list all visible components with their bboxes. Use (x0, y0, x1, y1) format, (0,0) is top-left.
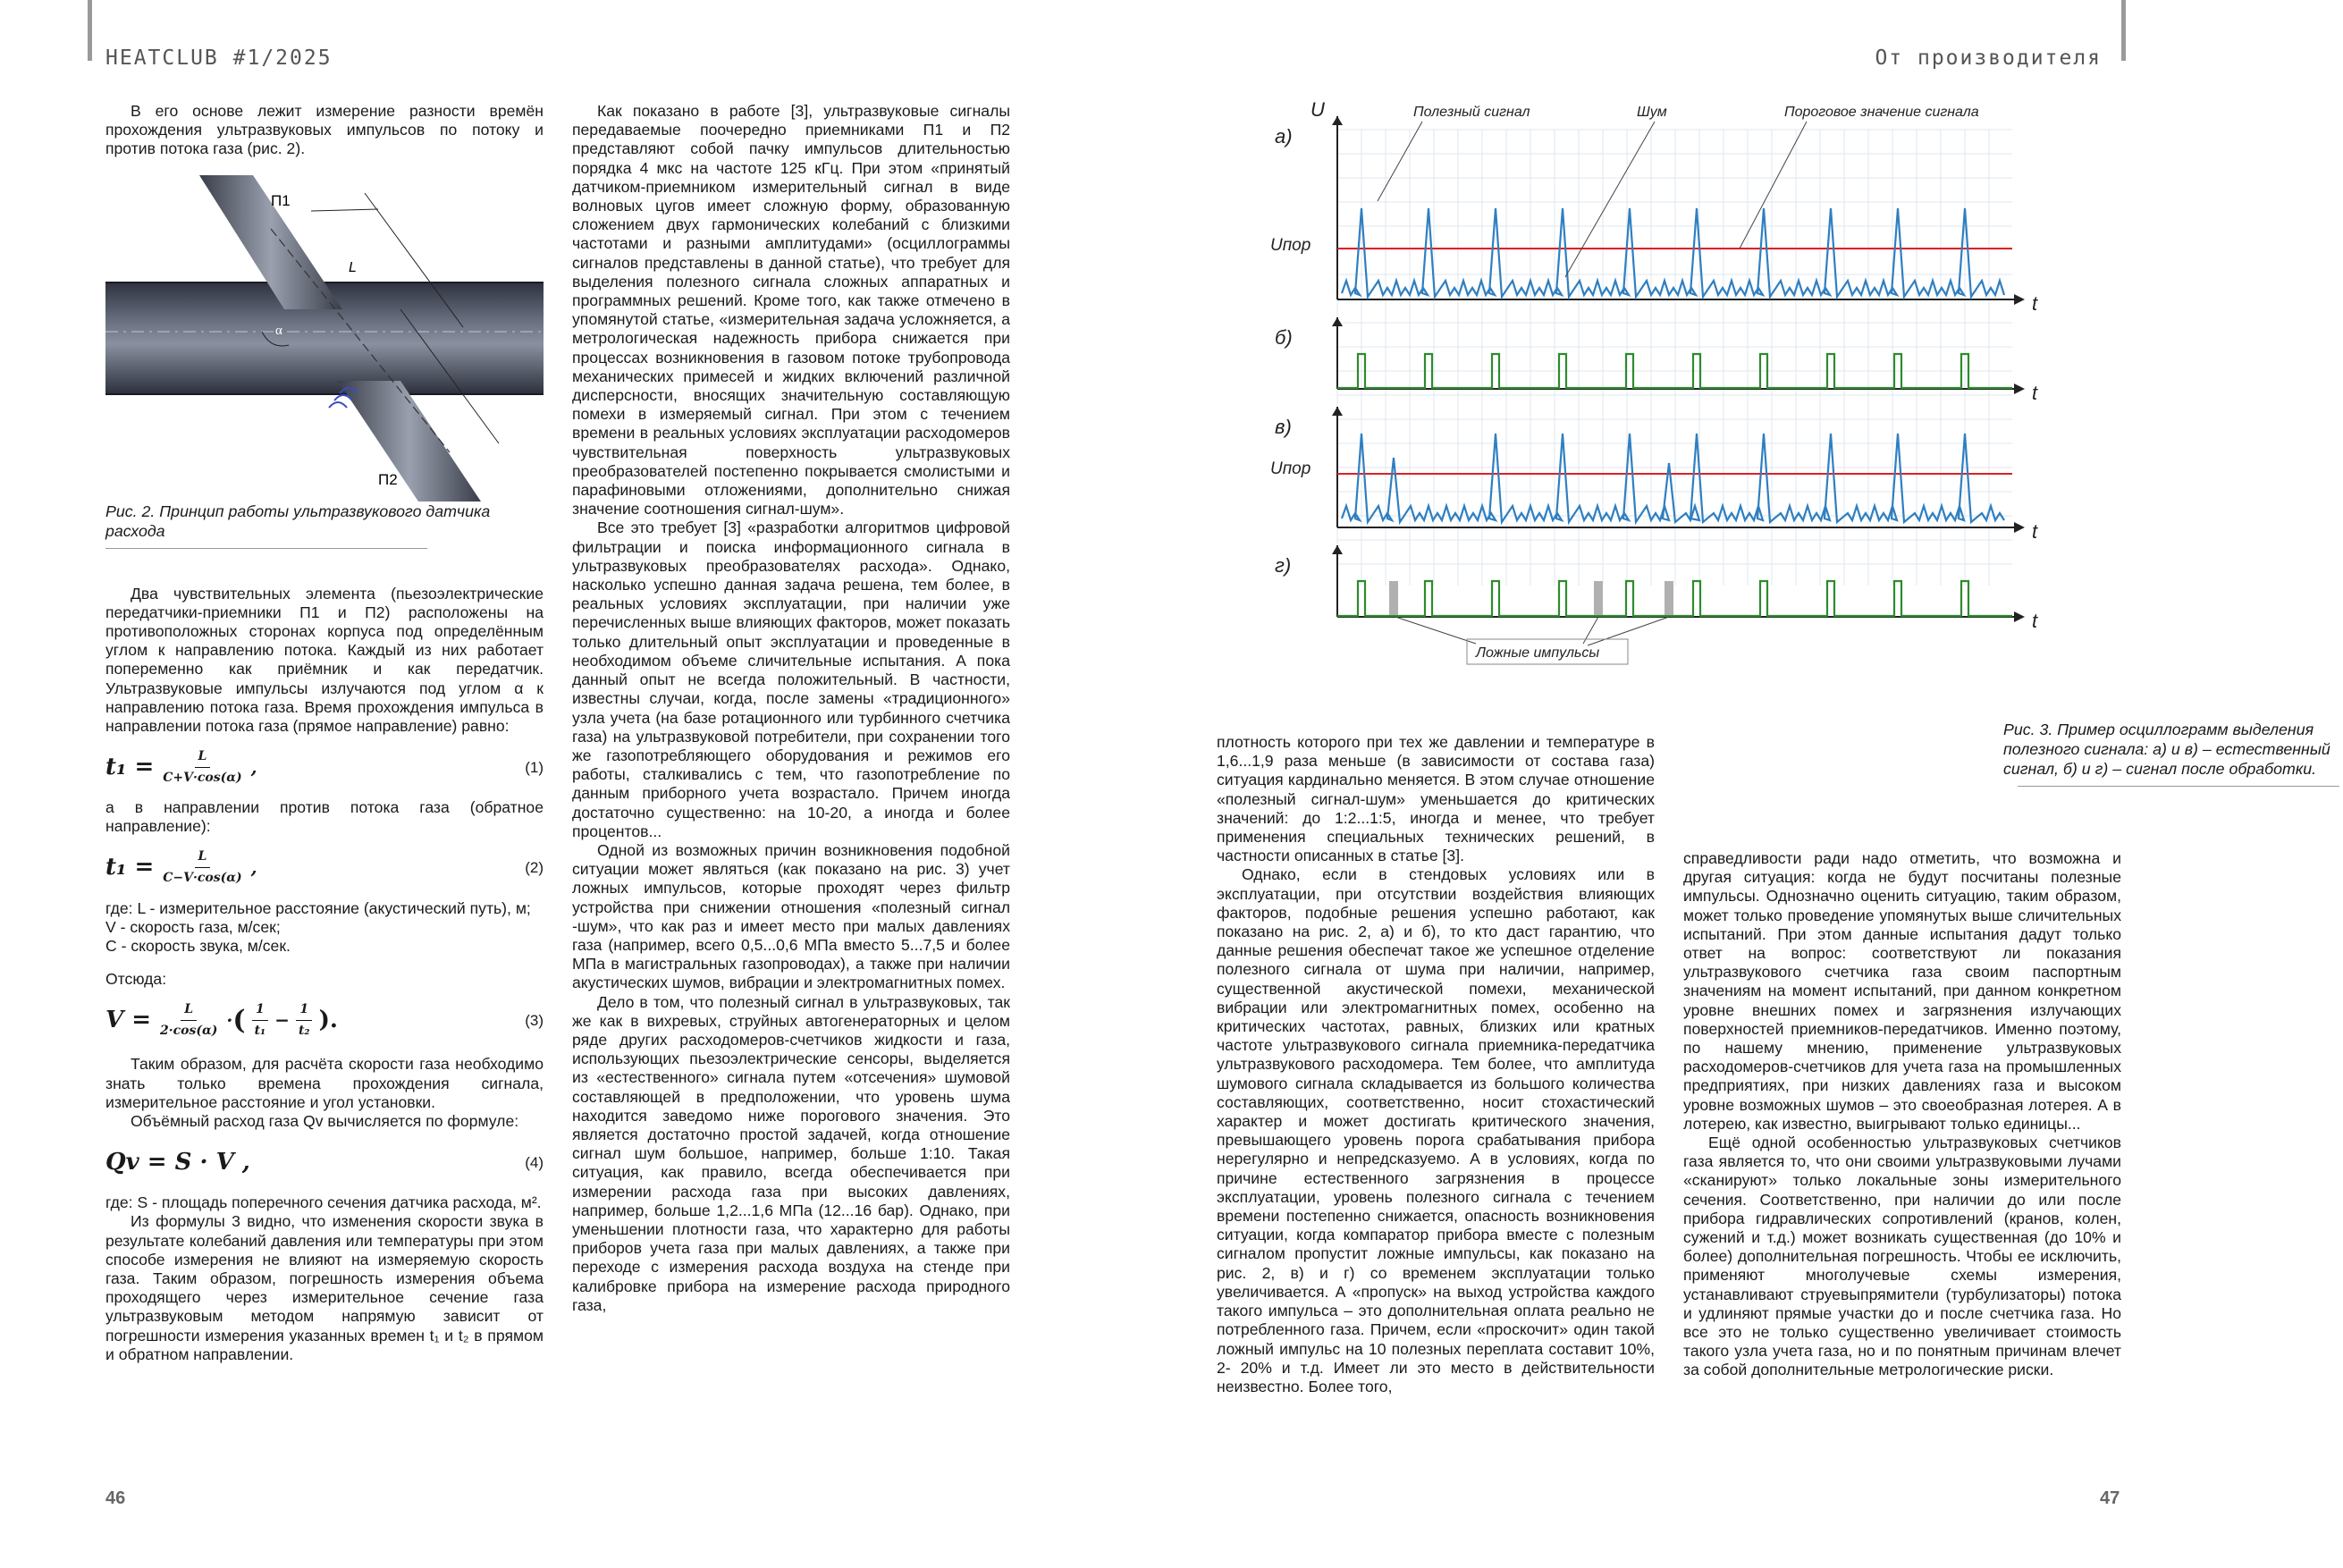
figure-3-caption-block (2003, 720, 2343, 787)
header-bar-left (88, 0, 92, 61)
definition-V: V - скорость газа, м/сек; (105, 917, 281, 936)
equation-2: t₁ = $\frac{L}{C-V\cdot\cos(\alpha)}$ , (2) (105, 848, 544, 886)
left-page (0, 0, 1108, 1568)
paragraph: Как показано в работе [3], ультразвуковые сигналы передаваемые поочередно приемниками П1 и П2 представляют собой пачку импульсов длительностью порядка 4 мкс на частоте 125 кГц. При этом «принятый датчиком-приемником измерительный сигнал в виде волновых цугов имеет сложную форму, образованную сложением двух гармонических колебаний с близкими частотами и разными амплитудами» (осциллограммы сигналов представлены в данной статье), что требует для выделения полезного сигнала сложных аппаратных и программных решений. Кроме того, как также отмечено в упомянутой статье, «измерительная задача усложняется, а метрологическая надежность прибора снижается при процессах возникновения в газовом потоке трубопровода механических примесей и жидких включений различной дисперсности, вносящих значительную составляющую помехи в измеряемый сигнал. При этом с течением времени в реальных условиях эксплуатации расходомеров чувствительная поверхность ультразвуковых преобразователей постепенно покрывается смолистыми и парафиновыми отложениями, дополнительно снижая значение соотношения сигнал-шум». (572, 102, 1010, 518)
row-a-t-label: t (2032, 292, 2038, 315)
equation-3: V = $\frac{L}{2\cdot\cos(\alpha)}$ · ( $\frac{1}{\text{t₁}}$ − $\frac{1}{\text{t₂}}$ ). (3) (105, 1001, 544, 1038)
label-L: L (349, 259, 357, 275)
label-alpha: α (275, 323, 282, 338)
false-pulse (1594, 581, 1603, 615)
row-c-label: в) (1275, 416, 1292, 438)
paragraph: Ещё одной особенностью ультразвуковых счетчиков газа является то, что они своими ультразвуковыми лучами «сканируют» только локальные зоны измерительного сечения. Соответственно, при наличии до или после прибора гидравлических сопротивлений (кранов, колен, сужений и т.д.) может возникать существенная (до 10% и более) дополнительная погрешность. Чтобы ее исключить, применяют многолучевые схемы измерения, устанавливают струевыпрямители (турбулизаторы) потока и удлиняют прямые участки до и после счетчика газа. Но все это не только существенно увеличивает стоимость такого узла учета газа, но и по понятным причинам влечет за собой дополнительные метрологические риски. (1683, 1134, 2121, 1379)
hence-label: Отсюда: (105, 970, 167, 989)
paragraph: а в направлении против потока газа (обратное направление): (105, 798, 544, 836)
row-d-t-label: t (2032, 610, 2038, 632)
row-c-t-label: t (2032, 520, 2038, 543)
equation-number: (3) (525, 1011, 544, 1029)
column-1 (105, 102, 544, 1364)
equation-4: Qv = S · V , (4) (105, 1148, 544, 1176)
label-p2: П2 (378, 470, 398, 488)
column-2 (572, 102, 1010, 1315)
label-threshold: Пороговое значение сигнала (1784, 105, 1979, 120)
page-number-right: 47 (2100, 1488, 2120, 1508)
right-page (1109, 0, 2330, 1568)
callout-false-1 (1395, 617, 1476, 644)
transducer-p2 (338, 381, 481, 502)
column-3 (1217, 733, 1655, 1396)
pulses-d (1337, 581, 2012, 616)
figure-2-caption: Рис. 2. Принцип работы ультразвукового датчика расхода (105, 502, 491, 540)
paragraph: Два чувствительных элемента (пьезоэлектрические передатчики-приемники П1 и П2) расположены на противоположных сторонах корпуса под определённым углом к направлению потока. Каждый из них работает попеременно как приёмник и как передатчик. Ультразвуковые импульсы излучаются под углом α к направлению потока газа. Время прохождения импульса в направлении потока газа (прямое направление) равно: (105, 584, 544, 736)
definition-S: где: S - площадь поперечного сечения датчика расхода, м². (105, 1193, 542, 1212)
figure-3-caption: Рис. 3. Пример осциллограмм выделения полезного сигнала: а) и в) – естественный сигнал, б) и г) – сигнал после обработки. (2003, 721, 2330, 778)
paragraph: Все это требует [3] «разработки алгоритмов цифровой фильтрации и поиска информационного сигнала в ультразвуковых преобразователях расхода». Однако, насколько успешно данная задача решена, тем более, в реальных условиях эксплуатации, при наличии уже перечисленных выше влияющих факторов, может показать только длительный опыт эксплуатации и проведенные в необходимом объеме сличительные испытания. А пока данный опыт не всегда положительный. В частности, известны случаи, когда, после замены «традиционного» узла учета (на базе ротационного или турбинного счетчика газа) на ультразвуковой потребители, при сохранении того же газопотребляющего оборудования и режимов его работы, сталкивались с тем, что газопотребление по данным приборного учета возрастало. Причем иногда достаточно существенно: на 10-20, а иногда и более процентов... (572, 518, 1010, 840)
caption-divider (105, 548, 427, 549)
row-c-x-arrow (2014, 522, 2025, 533)
label-false-pulses: Ложные импульсы (1476, 645, 1600, 661)
paragraph: Однако, если в стендовых условиях или в эксплуатации, при отсутствии воздействия влияющих факторов, подобные решения успешно работают, как показано на рис. 2, а) и б), то кто даст гарантию, что данные решения обеспечат такое же успешное отделение полезного сигнала от шума при наличии, например, существенной акустической помехи, механической вибрации или электромагнитных помех, особенно на критических частотах, равных, близких или кратных частоте ультразвукового сигнала приемника-передатчика ультразвукового расходомера. Тем более, что амплитуда шумового сигнала складывается из большого количества составляющих, соответственно, носит стохастический характер и может достигать критического значения, превышающего уровень порога срабатывания прибора нерегулярно и непредсказуемо. А в условиях, когда по причине естественного загрязнения в процессе эксплуатации, уровень полезного сигнала с течением времени постепенно снижается, опасность возникновения ситуации, когда компаратор прибора вместе с полезным сигналом пропустит ложные импульсы, как показано на рис. 2, в) и г) со временем эксплуатации только увеличивается. А «пропуск» на выход устройства каждого такого импульса – это дополнительная оплата реально не потребленного газа. Причем, если «проскочит» один такой ложный импульс на 10 полезных переплата составит 10%, 2- 20% и т.д. Имеет ли это место в действительности неизвестно. Более того, (1217, 865, 1655, 1395)
figure-2 (105, 175, 544, 502)
paragraph: В его основе лежит измерение разности времён прохождения ультразвуковых импульсов по потоку и против потока газа (рис. 2). (105, 102, 544, 158)
paragraph: Объёмный расход газа Qv вычисляется по формуле: (131, 1112, 519, 1131)
row-b-label: б) (1275, 326, 1293, 349)
definition-C: C - скорость звука, м/сек. (105, 937, 291, 956)
false-pulse (1389, 581, 1398, 615)
paragraph: Таким образом, для расчёта скорости газа необходимо знать только времена прохождения сигнала, измерительное расстояние и угол установки. (105, 1055, 544, 1111)
row-d-x-arrow (2014, 611, 2025, 622)
label-p1: П1 (271, 191, 291, 209)
column-4 (1683, 849, 2121, 1380)
row-d-label: г) (1275, 554, 1292, 577)
u-threshold-c: Uпор (1270, 459, 1311, 478)
definition-L: где: L - измерительное расстояние (акустический путь), м; (105, 898, 531, 917)
paragraph: справедливости ради надо отметить, что возможна и другая ситуация: когда не будут посчитаны полезные импульсы. Однозначно оценить ситуацию, таким образом, может только проведение упомянутых выше сличительных испытаний. При этом данные испытания дадут только ответ на вопрос: соответствуют ли показания ультразвукового счетчика газа своим паспортным значениям на момент испытаний, при данном конкретном уровне внешних помех и загрязнения излучающих поверхностей приемников-передатчиков. Именно поэтому, по нашему мнению, применение ультразвуковых расходомеров-счетчиков для учета газа на промышленных предприятиях, при низких давлениях газа и высоком уровне возможных шумов – это своеобразная лотерея. А в лотерею, как известно, выигрывают только единицы... (1683, 849, 2121, 1133)
row-a-label: а) (1275, 125, 1293, 148)
paragraph: Дело в том, что полезный сигнал в ультразвуковых, так же как в вихревых, струйных автогенераторных и целом ряде других расходомеров-счетчиков жидкости и газа, использующих пьезоэлектрические сенсоры, выделяется из «естественного» сигнала путем «отсечения» шумовой составляющей в предположении, что уровень шума находится заведомо ниже порогового значения. Это является достаточно простой задачей, когда отношение сигнал шум большое, например, больше 1:10. Такая ситуация, как правило, всегда обеспечивается при измерении расхода газа при высоких давлениях, например, больше 1,2...1,6 МПа (12...16 бар). Однако, при уменьшении плотности газа, что характерно для работы приборов учета газа при малых давлениях, а также при переходе с измерения расхода воздуха на стенде при калибровке прибора на измерение расхода природного газа, (572, 992, 1010, 1314)
paragraph: Одной из возможных причин возникновения подобной ситуации может являться (как показано на рис. 3) учет ложных импульсов, которые проходят через фильтр устройства при снижении отношения «полезный сигнал -шум», что как раз и имеет место при малых давлениях газа (например, всего 0,5...0,6 МПа вместо 5...7,5 и более МПа в магистральных газопроводах), а также при наличии акустических шумов, вибрации и электромагнитных помех. (572, 840, 1010, 992)
page-number-left: 46 (105, 1488, 126, 1508)
row-b-x-arrow (2014, 384, 2025, 394)
ultrasonic-sensor-diagram (105, 175, 544, 502)
magazine-issue: HEATCLUB #1/2025 (105, 46, 333, 70)
figure-3 (1252, 98, 2057, 715)
label-useful-signal: Полезный сигнал (1413, 105, 1530, 120)
row-b-t-label: t (2032, 382, 2038, 404)
u-axis-label: U (1311, 98, 1325, 121)
u-threshold-a: Uпор (1270, 236, 1311, 255)
paragraph: плотность которого при тех же давлении и температуре в 1,6...1,9 раза меньше (в зависимости от состава газа) ситуация кардинально меняется. В этом случае отношение «полезный сигнал-шум» уменьшается до критических значений: до 1:2...1:5, иногда и менее, что требует применения специальных технических решений, в частности описанных в статье [3]. (1217, 733, 1655, 865)
false-pulse (1665, 581, 1673, 615)
equation-number: (4) (525, 1153, 544, 1171)
header-bar-right (2121, 0, 2126, 61)
row-a-y-arrow (1332, 116, 1343, 125)
paragraph: Из формулы 3 видно, что изменения скорости звука в результате колебаний давления или температуры при этом способе измерения не влияют на измеряемую скорость газа. Таким образом, погрешность измерения объема проходящего через измерительное сечение газа ультразвуковым методом напрямую зависит от погрешности измерения указанных времен t₁ и t₂ в прямом и обратном направлении. (105, 1212, 544, 1363)
label-noise: Шум (1637, 105, 1667, 120)
equation-number: (1) (525, 758, 544, 776)
caption-divider (2018, 786, 2339, 787)
equation-number: (2) (525, 859, 544, 877)
oscillogram-figure (1252, 98, 2057, 715)
equation-1: t₁ = $\frac{L}{C+V\cdot\cos(\alpha)}$ , (1) (105, 748, 544, 785)
row-a-x-arrow (2014, 294, 2025, 305)
section-title: От производителя (1875, 46, 2102, 70)
